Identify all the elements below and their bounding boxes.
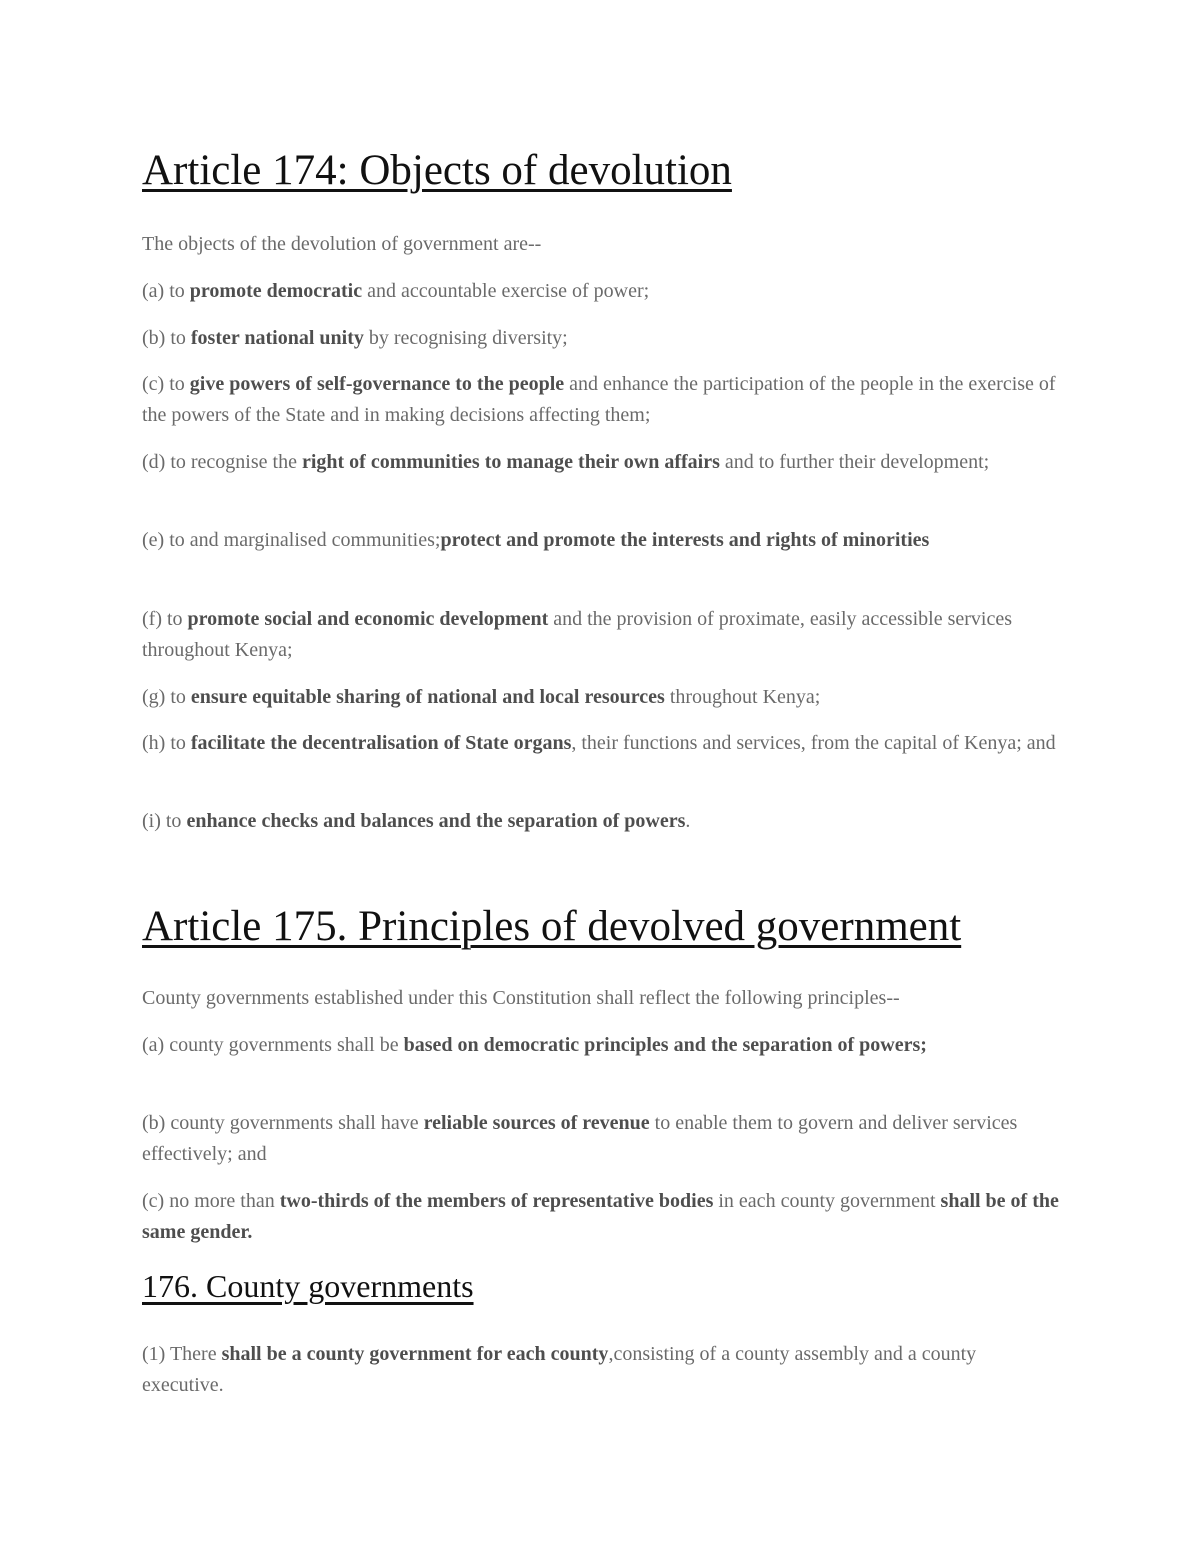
article-174-item-e: (e) to and marginalised communities;protect and promote the interests and rights of minorities	[142, 529, 930, 551]
article-174-item-h: (h) to facilitate the decentralisation of State organs, their functions and services, from the capital of Kenya; and	[142, 732, 1056, 754]
article-176-title: 176. County governments	[142, 1268, 474, 1304]
article-174-item-f: (f) to promote social and economic development and the provision of proximate, easily accessible services throughout Kenya;	[142, 608, 1012, 661]
article-174-intro: The objects of the devolution of government are--	[142, 233, 542, 255]
article-175-title: Article 175. Principles of devolved government	[142, 903, 962, 950]
article-174-title: Article 174: Objects of devolution	[142, 147, 732, 194]
article-174-item-a: (a) to promote democratic and accountable exercise of power;	[142, 280, 650, 302]
article-174-item-c: (c) to give powers of self-governance to the people and enhance the participation of the people in the exercise of the powers of the State and in making decisions affecting them;	[142, 373, 1056, 426]
article-175-intro: County governments established under this Constitution shall reflect the following principles--	[142, 987, 900, 1009]
article-176-item-1: (1) There shall be a county government for each county,consisting of a county assembly and a county executive.	[142, 1343, 977, 1396]
article-175-item-b: (b) county governments shall have reliable sources of revenue to enable them to govern and deliver services effectively; and	[142, 1112, 1018, 1165]
article-174-item-d: (d) to recognise the right of communities to manage their own affairs and to further their development;	[142, 451, 990, 473]
article-174-item-b: (b) to foster national unity by recognising diversity;	[142, 327, 568, 349]
article-175-item-c: (c) no more than two-thirds of the members of representative bodies in each county government shall be of the same gender.	[142, 1190, 1059, 1243]
article-175-item-a: (a) county governments shall be based on democratic principles and the separation of powers;	[142, 1034, 927, 1056]
article-174-item-g: (g) to ensure equitable sharing of national and local resources throughout Kenya;	[142, 686, 821, 708]
article-174-item-i: (i) to enhance checks and balances and the separation of powers.	[142, 810, 691, 832]
